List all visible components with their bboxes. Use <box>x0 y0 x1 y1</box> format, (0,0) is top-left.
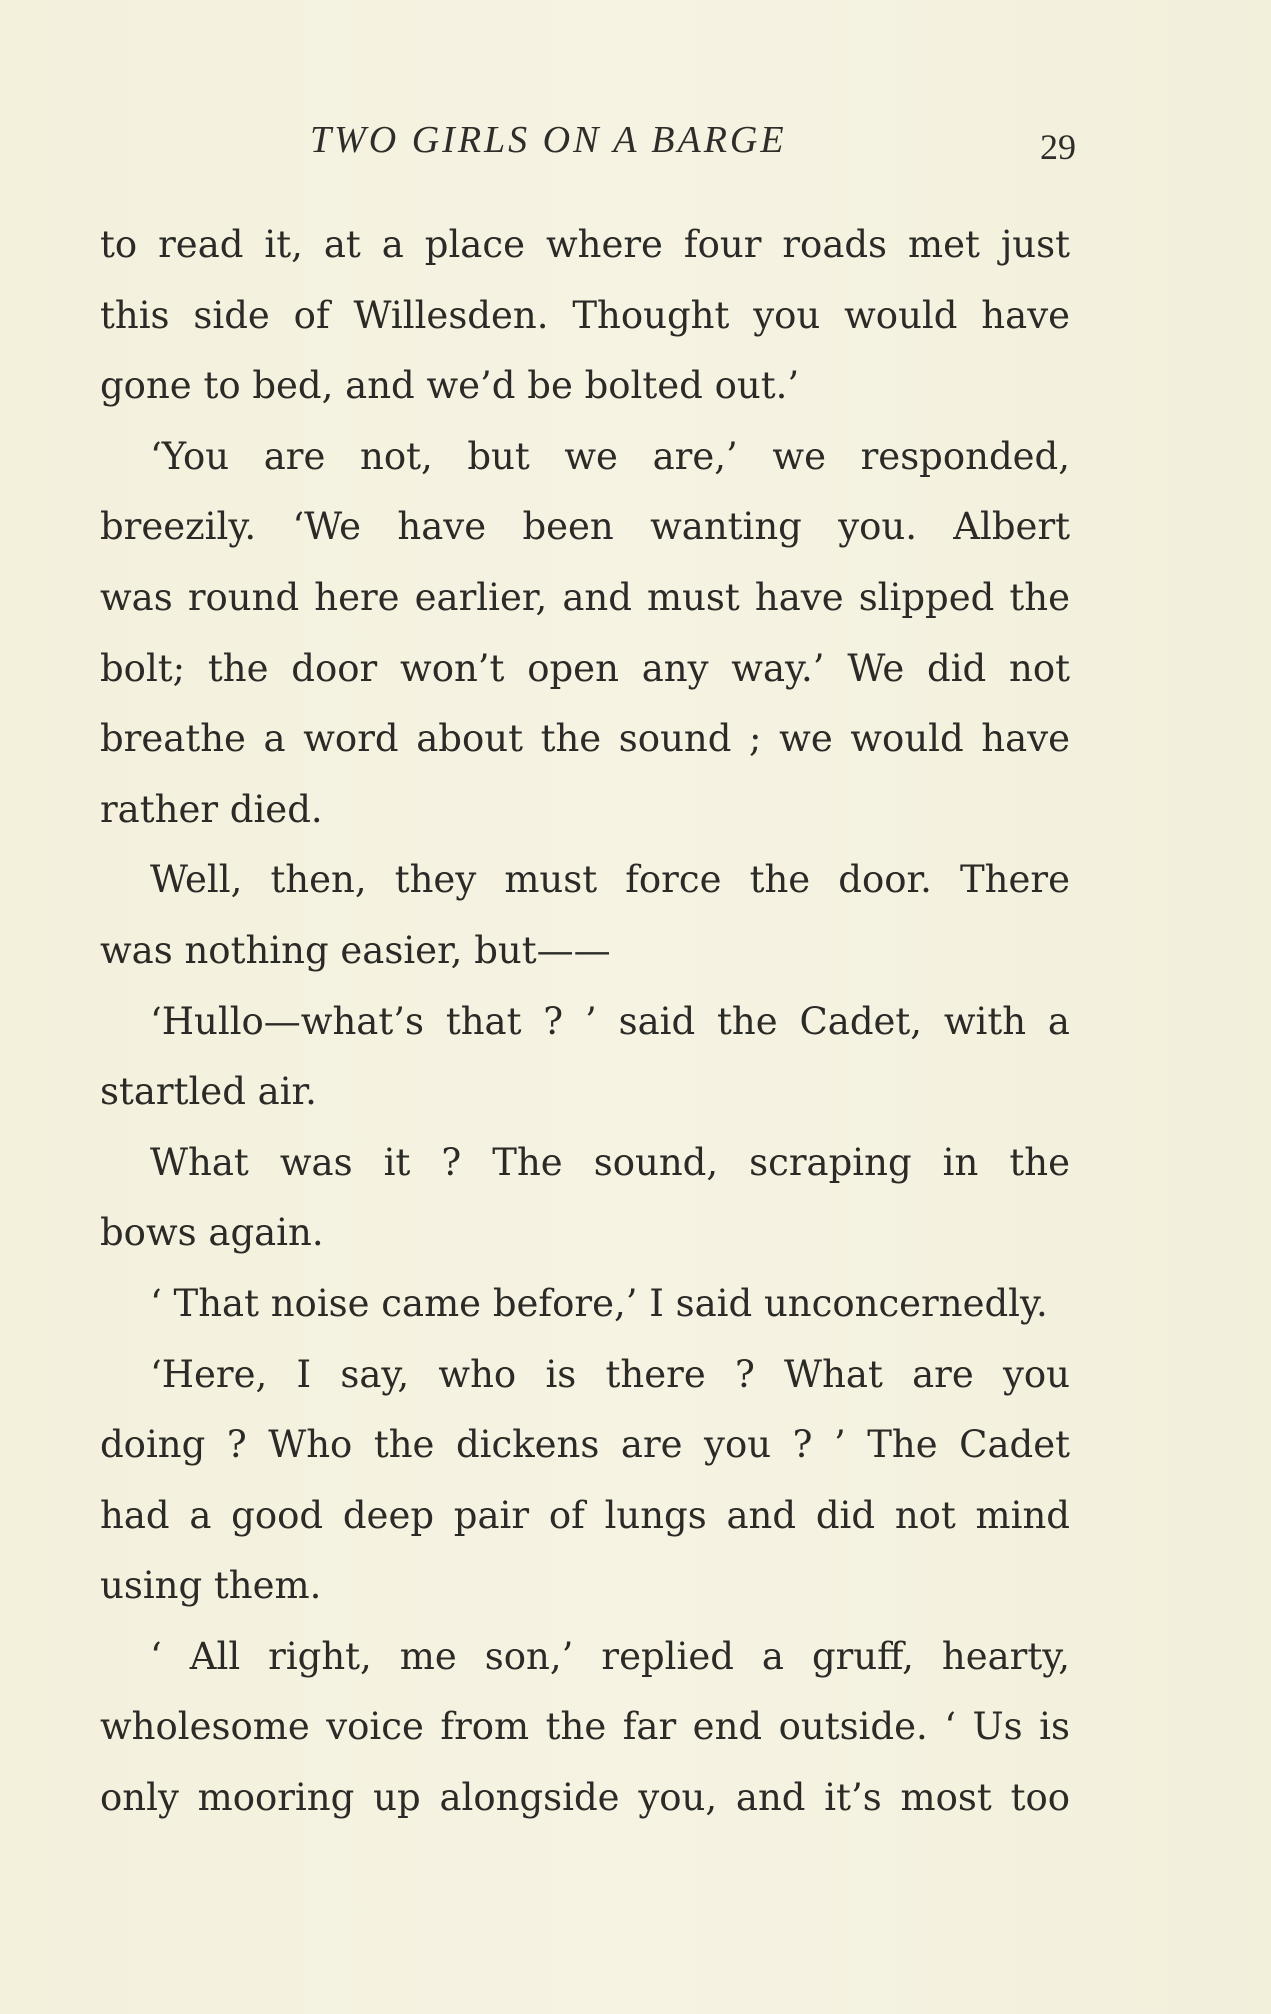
text-line: wholesome voice from the far end outside. ‘ Us is <box>100 1705 1070 1749</box>
text-line: breathe a word about the sound ; we would have <box>100 717 1070 761</box>
text-line: startled air. <box>100 1070 317 1114</box>
text-line: ‘ That noise came before,’ I said unconcernedly. <box>150 1281 1048 1325</box>
running-title: TWO GIRLS ON A BARGE <box>310 119 787 161</box>
text-line: using them. <box>100 1564 322 1608</box>
text-line: bows again. <box>100 1211 324 1255</box>
text-line: bolt; the door won’t open any way.’ We did not <box>100 646 1070 690</box>
text-line: was nothing easier, but—— <box>100 928 611 972</box>
text-line: doing ? Who the dickens are you ? ’ The Cadet <box>100 1423 1070 1467</box>
text-line: rather died. <box>100 787 323 831</box>
text-line: to read it, at a place where four roads met just <box>100 223 1070 266</box>
text-line: gone to bed, and we’d be bolted out.’ <box>100 364 800 408</box>
text-line: was round here earlier, and must have slipped the <box>100 575 1070 619</box>
page-number: 29 <box>1040 127 1076 167</box>
text-line: this side of Willesden. Thought you would have <box>100 293 1070 337</box>
text-line: ‘You are not, but we are,’ we responded, <box>150 434 1070 478</box>
running-head <box>100 118 1100 178</box>
text-line: only mooring up alongside you, and it’s most too <box>100 1776 1070 1820</box>
text-line: ‘Here, I say, who is there ? What are you <box>150 1352 1070 1396</box>
text-line: had a good deep pair of lungs and did not mind <box>100 1493 1070 1537</box>
text-line: breezily. ‘We have been wanting you. Albert <box>100 505 1070 549</box>
text-line: ‘ All right, me son,’ replied a gruff, hearty, <box>150 1634 1070 1678</box>
text-line: What was it ? The sound, scraping in the <box>150 1140 1070 1184</box>
text-line: Well, then, they must force the door. There <box>150 858 1070 902</box>
body-text <box>100 210 1070 1834</box>
text-line: ‘Hullo—what’s that ? ’ said the Cadet, with a <box>150 999 1070 1043</box>
